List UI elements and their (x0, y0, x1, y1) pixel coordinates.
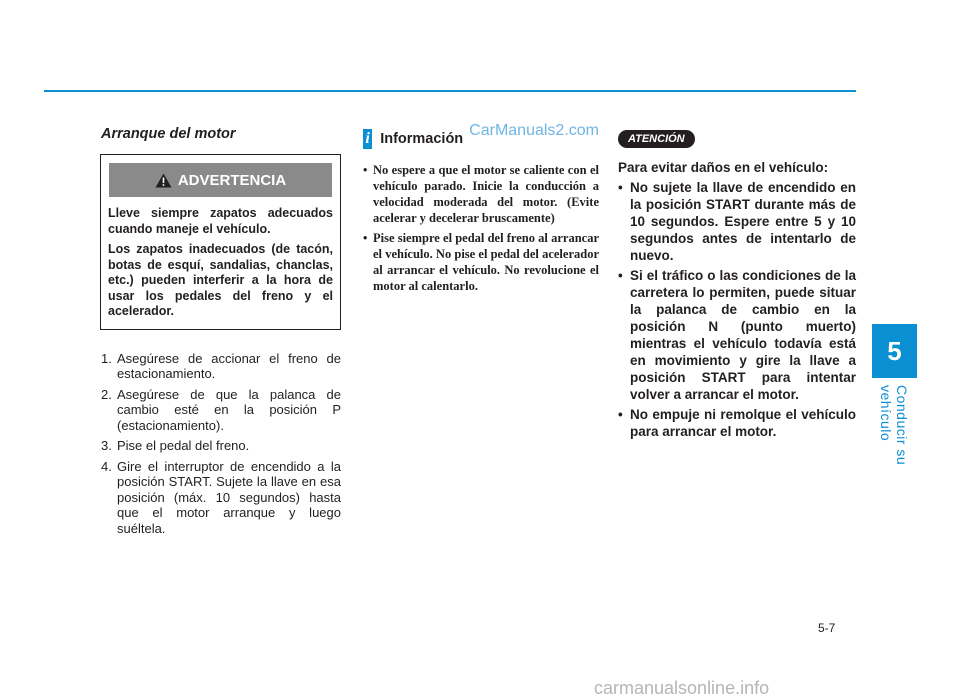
caution-text: No empuje ni remolque el vehículo para arrancar el motor. (630, 407, 856, 439)
bullet-icon: • (363, 231, 368, 245)
section-title: Conducir su vehículo (878, 385, 910, 466)
footer-watermark[interactable]: carmanualsonline.info (594, 678, 770, 698)
caution-text: Si el tráfico o las condiciones de la carretera lo permiten, puede situar la palanca de cambio en la posición N (punto muerto) mientras el vehículo todavía está en movimiento y gire la llave a posición START para intentar volver a arrancar el motor. (630, 268, 856, 402)
warning-box (100, 154, 341, 330)
bullet-icon: • (618, 180, 623, 195)
bullet-icon: • (618, 407, 623, 422)
warning-label: ADVERTENCIA (177, 171, 287, 189)
caution-list (618, 179, 856, 440)
list-item (101, 351, 341, 382)
page-number: 5-7 (818, 621, 836, 635)
column-caution (618, 129, 856, 443)
list-item (618, 267, 856, 403)
step-text: Pise el pedal del freno. (117, 438, 250, 453)
list-item (101, 387, 341, 434)
list-item (363, 162, 599, 226)
bullet-icon: • (618, 268, 623, 283)
section-heading: Arranque del motor (101, 126, 236, 142)
warning-paragraph: Los zapatos inadecuados (de tacón, botas de esquí, sandalias, chanclas, etc.) pueden interferir a la hora de usar los pedales del freno y el acelerador. (108, 242, 333, 318)
caution-badge: ATENCIÓN (618, 130, 695, 148)
step-text: Asegúrese de accionar el freno de estacionamiento. (117, 350, 341, 381)
column-information (363, 122, 599, 298)
step-text: Gire el interruptor de encendido a la posición START. Sujete la llave en esa posición (máx. 10 segundos) hasta que el motor arranque y luego suéltela. (117, 458, 341, 536)
info-text: Pise siempre el pedal del freno al arrancar el vehículo. No pise el pedal del acelerador al arrancar el vehículo. No revolucione el motor al calentarlo. (373, 231, 599, 293)
step-number: 1. (101, 350, 112, 366)
start-steps-list (101, 351, 341, 537)
step-number: 2. (101, 386, 112, 402)
bullet-icon: • (363, 163, 368, 177)
warning-header (109, 163, 332, 197)
info-text: No espere a que el motor se caliente con el vehículo parado. Inicie la conducción a velocidad moderada del motor. (Evite acelerar y decelerar bruscamente) (373, 163, 599, 225)
warning-paragraph: Lleve siempre zapatos adecuados cuando maneje el vehículo. (108, 206, 333, 236)
list-item (618, 406, 856, 440)
step-number: 3. (101, 438, 112, 453)
step-text: Asegúrese de que la palanca de cambio esté en la posición P (estacionamiento). (117, 386, 341, 433)
info-header (363, 122, 599, 152)
info-title: Información (380, 131, 464, 147)
warning-triangle-icon (155, 173, 172, 188)
list-item (618, 179, 856, 264)
column-start-engine (101, 126, 341, 541)
list-item (363, 230, 599, 294)
caution-text: No sujete la llave de encendido en la posición START durante más de 10 segundos. Espere entre 5 y 10 segundos antes de intentarlo de nuevo. (630, 180, 856, 263)
list-item (101, 438, 341, 454)
warning-body (101, 197, 340, 329)
info-icon: i (363, 129, 372, 149)
section-number-tab[interactable]: 5 (872, 324, 917, 378)
caution-intro: Para evitar daños en el vehículo: (618, 160, 829, 175)
step-number: 4. (101, 458, 112, 474)
list-item (101, 459, 341, 537)
header-rule (44, 90, 856, 92)
info-list (363, 162, 599, 294)
site-watermark-overlay[interactable]: CarManuals2.com (469, 122, 599, 139)
